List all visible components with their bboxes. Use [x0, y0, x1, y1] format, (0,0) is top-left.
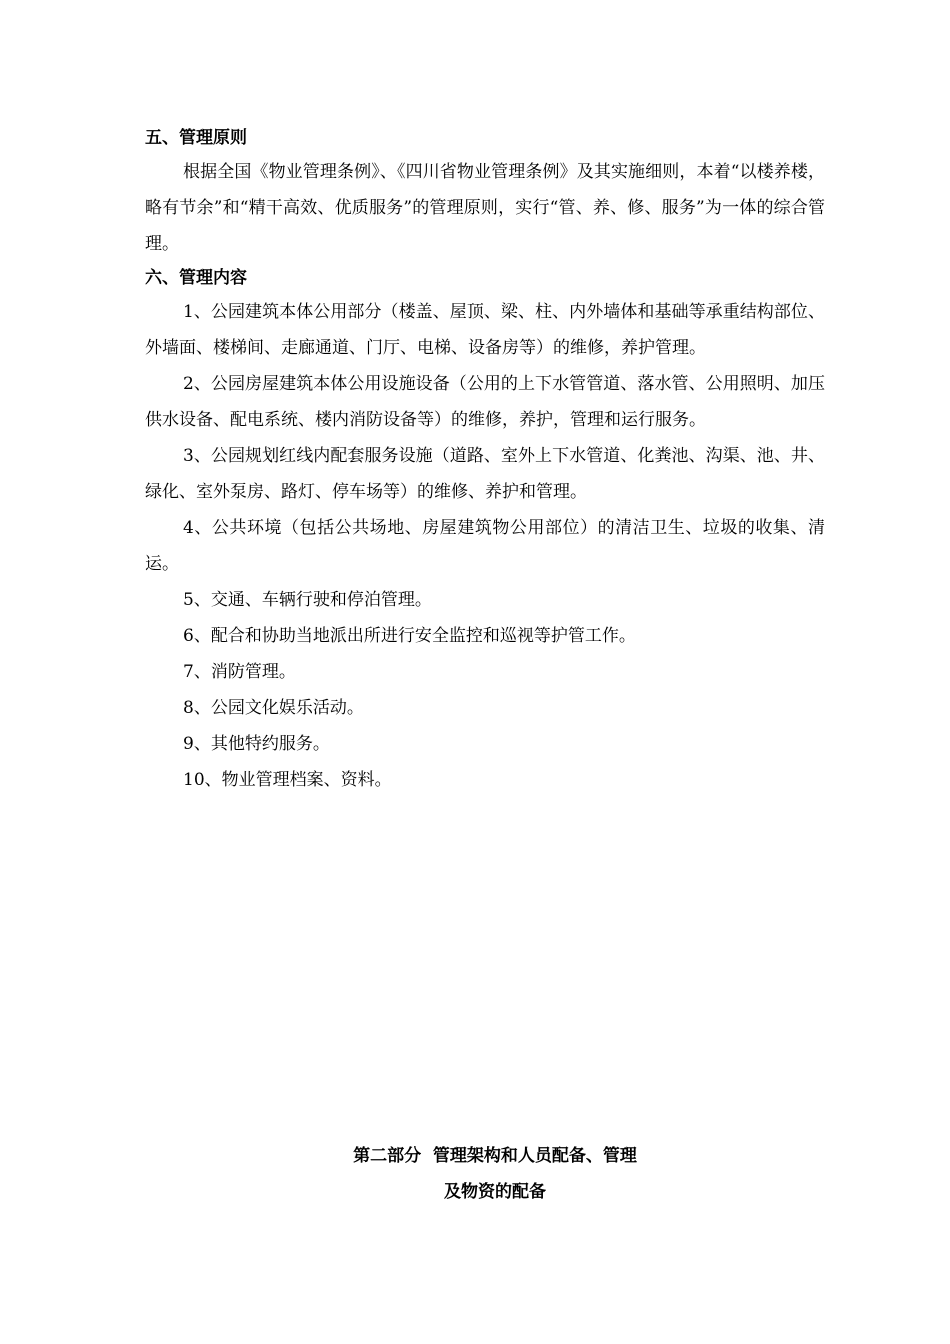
section-6-item-10: 10、物业管理档案、资料。 [183, 770, 392, 790]
section-6-item-8: 8、公园文化娱乐活动。 [183, 698, 364, 718]
section-6-item-7: 7、消防管理。 [183, 662, 296, 682]
section-6-item-1: 1、公园建筑本体公用部分（楼盖、屋顶、梁、柱、内外墙体和基础等承重结构部位、外墙面、楼梯间、走廊通道、门厅、电梯、设备房等）的维修，养护管理。 [145, 302, 825, 358]
section-6-heading: 六、管理内容 [145, 268, 247, 288]
section-6-item-2: 2、公园房屋建筑本体公用设施设备（公用的上下水管管道、落水管、公用照明、加压供水设备、配电系统、楼内消防设备等）的维修，养护，管理和运行服务。 [145, 374, 825, 430]
document-body [145, 124, 825, 798]
part-2-title-line-1: 第二部分 管理架构和人员配备、管理 [353, 1146, 637, 1166]
section-5-heading: 五、管理原则 [145, 128, 247, 148]
section-6-item-4: 4、公共环境（包括公共场地、房屋建筑物公用部位）的清洁卫生、垃圾的收集、清运。 [145, 518, 825, 574]
section-5-paragraph: 根据全国《物业管理条例》、《四川省物业管理条例》及其实施细则，本着“以楼养楼，略有节余”和“精干高效、优质服务”的管理原则，实行“管、养、修、服务”为一体的综合管理。 [145, 162, 825, 254]
section-6-item-3: 3、公园规划红线内配套服务设施（道路、室外上下水管道、化粪池、沟渠、池、井、绿化、室外泵房、路灯、停车场等）的维修、养护和管理。 [145, 446, 825, 502]
section-6-item-9: 9、其他特约服务。 [183, 734, 330, 754]
part-2-title-line-2: 及物资的配备 [444, 1182, 546, 1202]
section-6-item-5: 5、交通、车辆行驶和停泊管理。 [183, 590, 432, 610]
section-6-item-6: 6、配合和协助当地派出所进行安全监控和巡视等护管工作。 [183, 626, 636, 646]
